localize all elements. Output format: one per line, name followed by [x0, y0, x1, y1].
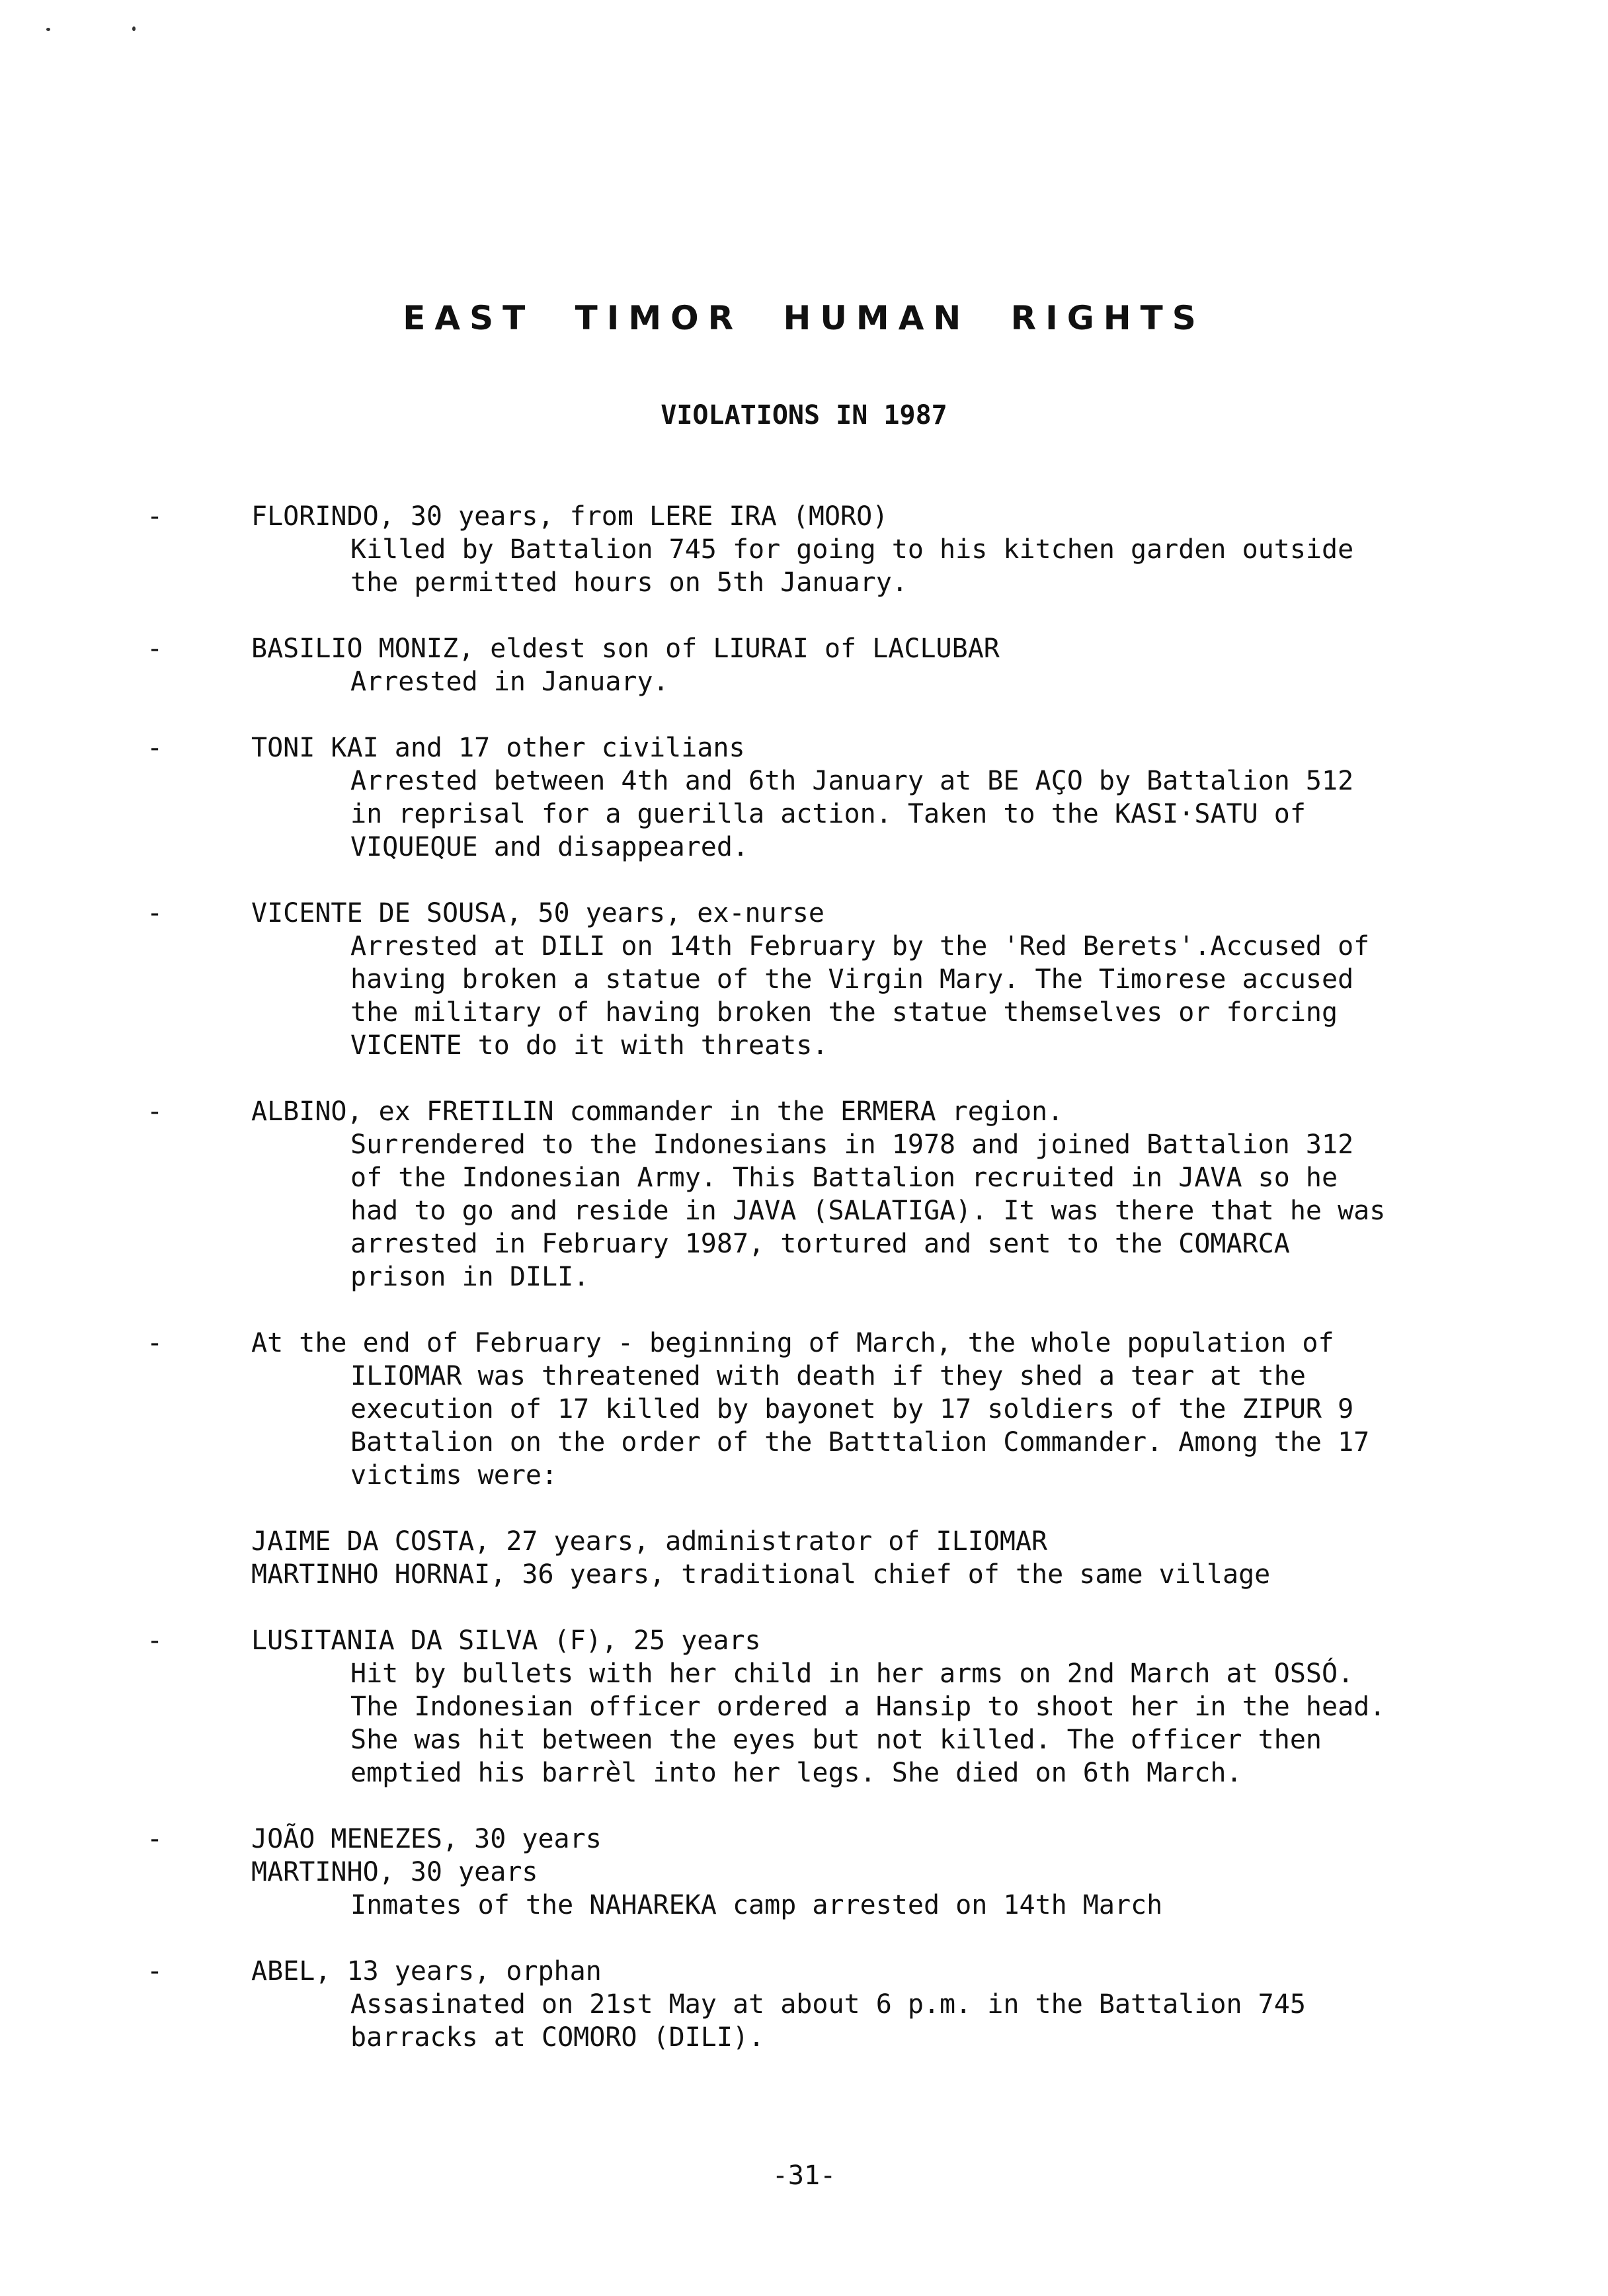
entry-body-line: the permitted hours on 5th January.	[350, 567, 908, 598]
entry-heading: BASILIO MONIZ, eldest son of LIURAI of LACLUBAR	[251, 634, 1000, 664]
bullet-dash: -	[147, 1956, 163, 1987]
victim-line: JAIME DA COSTA, 27 years, administrator of ILIOMAR	[251, 1526, 1048, 1557]
bullet-dash: -	[147, 501, 163, 532]
entry-body-line: Arrested between 4th and 6th January at BE AÇO by Battalion 512	[350, 766, 1354, 796]
entry-body-line: victims were:	[350, 1460, 558, 1491]
document-subtitle: VIOLATIONS IN 1987	[661, 400, 947, 430]
entry-heading: TONI KAI and 17 other civilians	[251, 733, 745, 763]
bullet-dash: -	[147, 1328, 163, 1358]
entry-body-line: The Indonesian officer ordered a Hansip to shoot her in the head.	[350, 1692, 1386, 1722]
bullet-dash: -	[147, 898, 163, 928]
entry-body-line: VIQUEQUE and disappeared.	[350, 832, 749, 862]
entry-body-line: having broken a statue of the Virgin Mary. The Timorese accused	[350, 964, 1354, 995]
entry-heading: ALBINO, ex FRETILIN commander in the ERMERA region.	[251, 1096, 1064, 1127]
entry-body-line: Inmates of the NAHAREKA camp arrested on 14th March	[350, 1890, 1163, 1920]
entry-body-line: ILIOMAR was threatened with death if they shed a tear at the	[350, 1361, 1306, 1391]
victim-line: MARTINHO HORNAI, 36 years, traditional chief of the same village	[251, 1559, 1271, 1590]
entry-body-line: She was hit between the eyes but not killed. The officer then	[350, 1725, 1322, 1755]
bullet-dash: -	[147, 1625, 163, 1656]
page-number: -31-	[772, 2160, 836, 2191]
entry-body-line: of the Indonesian Army. This Battalion recruited in JAVA so he	[350, 1163, 1338, 1193]
entry-body-line: Assasinated on 21st May at about 6 p.m. in the Battalion 745	[350, 1989, 1306, 2020]
entry-body-line: arrested in February 1987, tortured and sent to the COMARCA	[350, 1229, 1290, 1259]
scan-speck	[46, 28, 50, 31]
entry-body-line: Surrendered to the Indonesians in 1978 and joined Battalion 312	[350, 1129, 1354, 1160]
entry-heading: ABEL, 13 years, orphan	[251, 1956, 602, 1987]
entry-heading: JOÃO MENEZES, 30 years	[251, 1824, 602, 1854]
entry-body-line: execution of 17 killed by bayonet by 17 soldiers of the ZIPUR 9	[350, 1394, 1354, 1424]
entry-heading: VICENTE DE SOUSA, 50 years, ex-nurse	[251, 898, 824, 928]
entry-body-line: Hit by bullets with her child in her arms on 2nd March at OSSÓ.	[350, 1659, 1354, 1689]
entry-body-line: had to go and reside in JAVA (SALATIGA). It was there that he was	[350, 1196, 1386, 1226]
entry-body-line: the military of having broken the statue themselves or forcing	[350, 997, 1338, 1028]
entry-heading: At the end of February - beginning of March, the whole population of	[251, 1328, 1334, 1358]
entry-body-line: Arrested in January.	[350, 667, 669, 697]
scan-speck	[132, 26, 136, 31]
entry-body-line: Arrested at DILI on 14th February by the 'Red Berets'.Accused of	[350, 931, 1370, 962]
entry-heading: MARTINHO, 30 years	[251, 1857, 538, 1887]
entry-heading: LUSITANIA DA SILVA (F), 25 years	[251, 1625, 761, 1656]
bullet-dash: -	[147, 634, 163, 664]
entry-body-line: Killed by Battalion 745 for going to his kitchen garden outside	[350, 534, 1354, 565]
bullet-dash: -	[147, 733, 163, 763]
entry-body-line: in reprisal for a guerilla action. Taken to the KASI·SATU of	[350, 799, 1306, 829]
bullet-dash: -	[147, 1824, 163, 1854]
entry-body-line: VICENTE to do it with threats.	[350, 1030, 828, 1061]
document-title: EAST TIMOR HUMAN RIGHTS	[403, 299, 1205, 337]
bullet-dash: -	[147, 1096, 163, 1127]
entry-body-line: prison in DILI.	[350, 1262, 590, 1292]
entry-body-line: emptied his barrèl into her legs. She died on 6th March.	[350, 1758, 1242, 1788]
entry-body-line: barracks at COMORO (DILI).	[350, 2022, 765, 2053]
entry-heading: FLORINDO, 30 years, from LERE IRA (MORO)	[251, 501, 889, 532]
entry-body-line: Battalion on the order of the Batttalion Commander. Among the 17	[350, 1427, 1370, 1457]
